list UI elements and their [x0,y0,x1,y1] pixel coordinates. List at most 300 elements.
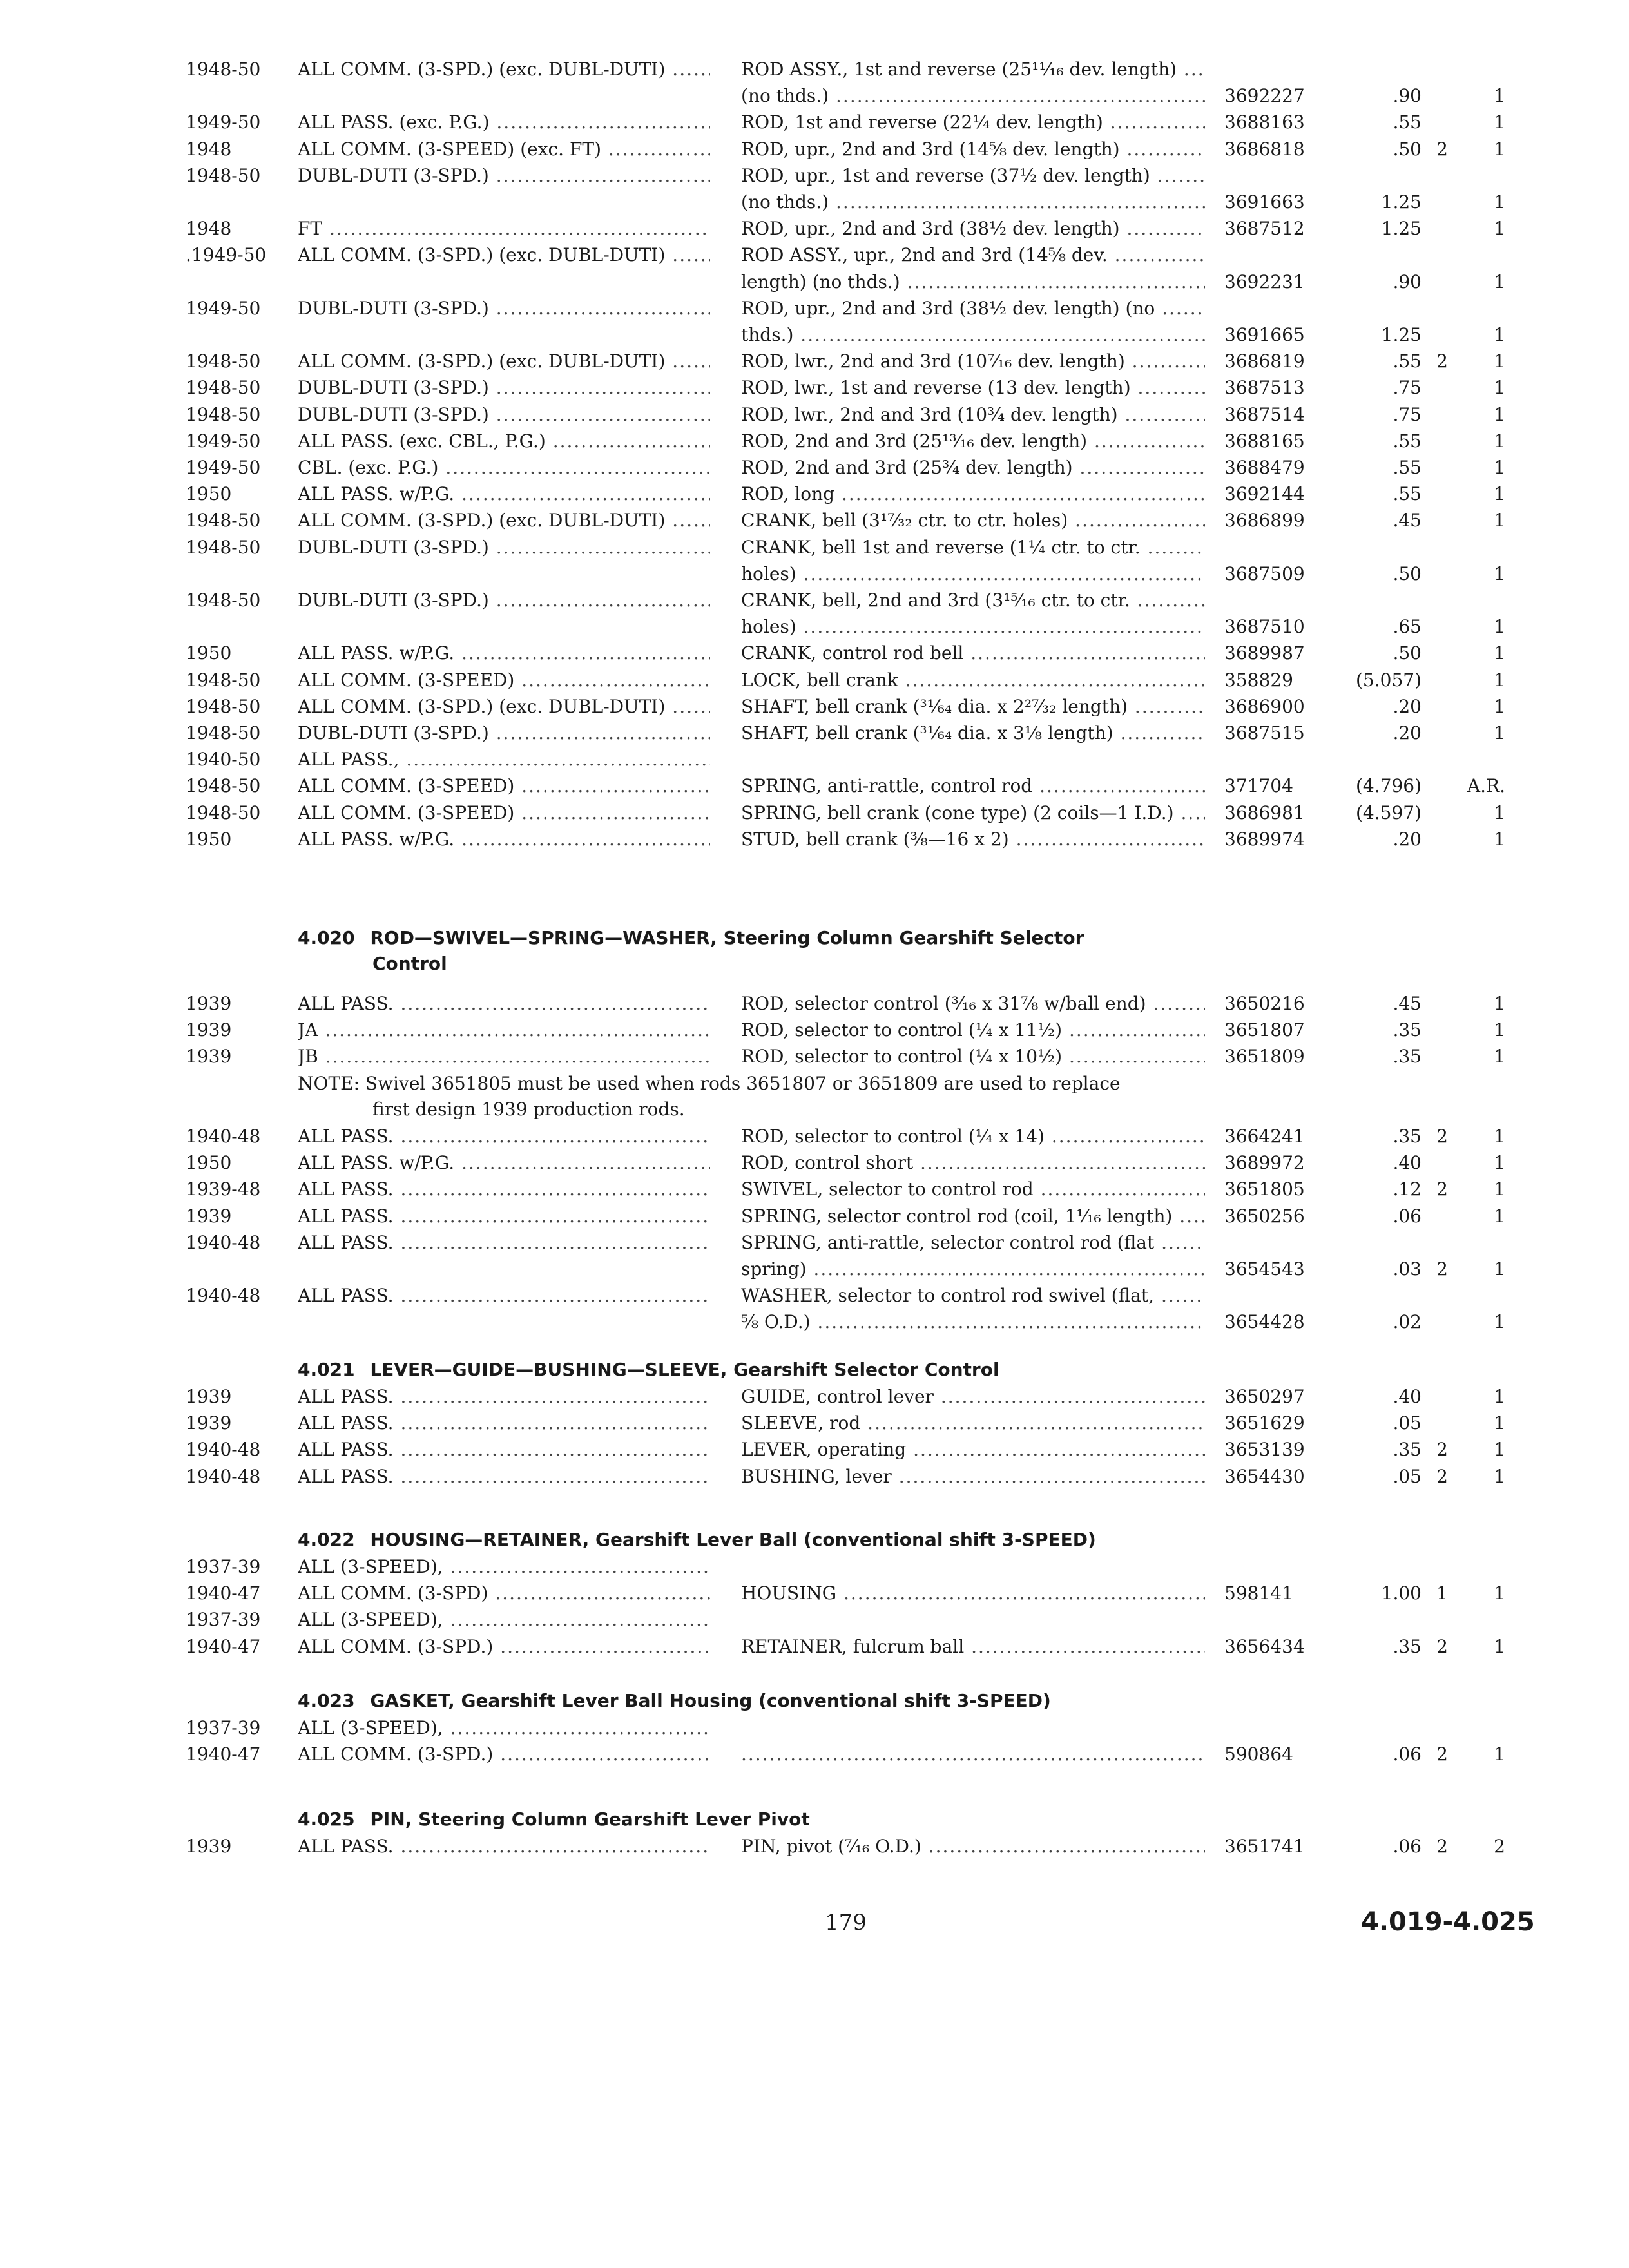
description-cell: SPRING, anti-rattle, control rod ..... [741,773,1205,799]
part-number-cell: 3664241 [1224,1126,1305,1147]
part-number-cell: 3687515 [1224,722,1305,744]
model-cell: DUBL-DUTI (3-SPD.) ..... [298,588,710,613]
model-cell: DUBL-DUTI (3-SPD.) ..... [298,535,710,561]
parts-row [0,1715,1629,1741]
price-cell: .03 [1393,1258,1422,1280]
year-cell: 1939 [186,993,232,1014]
price-cell: .20 [1393,695,1422,717]
section-heading-4020 [298,925,1213,951]
year-cell: 1940-47 [186,1582,261,1604]
parts-row [0,1256,1629,1282]
price-cell: .40 [1393,1386,1422,1407]
description-cell: SPRING, selector control rod (coil, 1¹⁄₁₆ length) ..... [741,1204,1205,1229]
price-cell: .35 [1393,1019,1422,1041]
price-cell: .35 [1393,1046,1422,1068]
price-cell: (5.057) [1355,669,1422,691]
quantity-per-car-cell: 1 [1494,642,1505,664]
section-title: HOUSING—RETAINER, Gearshift Lever Ball (conventional shift 3-SPEED) [370,1529,1096,1550]
quantity-per-car-cell: 1 [1494,1465,1505,1487]
parts-row [0,1044,1629,1070]
part-number-cell: 3687512 [1224,218,1305,240]
quantity-per-car-cell: 1 [1494,324,1505,345]
model-cell: JA ..... [298,1017,710,1043]
quantity-per-car-cell: 1 [1494,993,1505,1014]
price-cell: .35 [1393,1439,1422,1461]
description-cell: ROD, selector to control (¼ x 10½) ..... [741,1044,1205,1070]
model-cell: ALL COMM. (3-SPD.) (exc. DUBL-DUTI) ..... [298,694,710,720]
description-cell: LOCK, bell crank ..... [741,668,1205,693]
price-cell: .90 [1393,85,1422,107]
parts-row [0,189,1629,215]
quantity-per-car-cell: 2 [1494,1836,1505,1857]
model-cell: ALL COMM. (3-SPD.) (exc. DUBL-DUTI) ..... [298,349,710,374]
parts-row [0,1437,1629,1463]
model-cell: ALL COMM. (3-SPEED) (exc. FT) ..... [298,137,710,162]
quantity-per-car-cell: 1 [1494,510,1505,532]
part-number-cell: 3691665 [1224,324,1305,345]
section-heading-4025 [298,1807,1213,1832]
part-number-cell: 3688479 [1224,457,1305,478]
price-cell: .20 [1393,722,1422,744]
description-cell: CRANK, control rod bell ..... [741,640,1205,666]
section-title: ROD—SWIVEL—SPRING—WASHER, Steering Column Gearshift Selector [370,927,1084,948]
description-cell: WASHER, selector to control rod swivel (flat, ..... [741,1283,1205,1309]
price-cell: 1.00 [1381,1582,1422,1604]
model-cell: ALL PASS. (exc. CBL., P.G.) ..... [298,428,710,454]
year-cell: 1939 [186,1205,232,1227]
model-cell: ALL PASS., ..... [298,747,710,773]
price-cell: .55 [1393,430,1422,452]
year-cell: 1948-50 [186,775,261,797]
model-cell: ALL COMM. (3-SPD.) (exc. DUBL-DUTI) ..... [298,242,710,268]
parts-row [0,800,1629,826]
parts-row [0,747,1629,773]
description-cell: ROD, control short ..... [741,1150,1205,1176]
parts-row [0,455,1629,481]
year-cell: 1940-50 [186,749,261,771]
section-number: 4.020 [298,927,355,948]
section-title: GASKET, Gearshift Lever Ball Housing (conventional shift 3-SPEED) [370,1690,1051,1711]
price-cell: .40 [1393,1152,1422,1174]
description-cell: holes) ..... [741,614,1205,640]
description-cell: PIN, pivot (⁷⁄₁₆ O.D.) ..... [741,1834,1205,1860]
quantity-per-car-cell: 1 [1494,351,1505,372]
parts-row [0,481,1629,507]
quantity-per-car-cell: 1 [1494,1258,1505,1280]
part-number-cell: 3653139 [1224,1439,1305,1461]
model-cell: CBL. (exc. P.G.) ..... [298,455,710,481]
year-cell: 1940-47 [186,1744,261,1765]
year-cell: 1949-50 [186,430,261,452]
description-cell: (no thds.) ..... [741,189,1205,215]
description-cell: ROD, lwr., 2nd and 3rd (10⁷⁄₁₆ dev. length) ..... [741,349,1205,374]
part-number-cell: 3686899 [1224,510,1305,532]
quantity-per-car-cell: 1 [1494,430,1505,452]
parts-row [0,110,1629,135]
model-cell: JB ..... [298,1044,710,1070]
quantity-per-car-cell: 1 [1494,271,1505,293]
parts-row [0,588,1629,613]
quantity-cell: 2 [1436,351,1448,372]
part-number-cell: 3651807 [1224,1019,1305,1041]
part-number-cell: 3692231 [1224,271,1305,293]
parts-row [0,1124,1629,1149]
model-cell: ALL COMM. (3-SPEED) ..... [298,800,710,826]
part-number-cell: 3650256 [1224,1205,1305,1227]
description-cell: SPRING, bell crank (cone type) (2 coils—1 I.D.) ..... [741,800,1205,826]
price-cell: .55 [1393,483,1422,505]
part-number-cell: 3654430 [1224,1465,1305,1487]
model-cell: ALL PASS. w/P.G. ..... [298,481,710,507]
part-number-cell: 3689974 [1224,828,1305,850]
parts-row [0,561,1629,587]
parts-row [0,1204,1629,1229]
price-cell: (4.597) [1355,802,1422,823]
page-number: 179 [825,1910,867,1936]
price-cell: .45 [1393,510,1422,532]
description-cell: ⅝ O.D.) ..... [741,1309,1205,1335]
description-cell: CRANK, bell (3¹⁷⁄₃₂ ctr. to ctr. holes) ..... [741,508,1205,533]
section-title: LEVER—GUIDE—BUSHING—SLEEVE, Gearshift Selector Control [370,1359,999,1380]
parts-row [0,720,1629,746]
parts-row [0,1554,1629,1580]
section-title: PIN, Steering Column Gearshift Lever Pivot [370,1809,810,1830]
quantity-per-car-cell: 1 [1494,1744,1505,1765]
description-cell: STUD, bell crank (⅜—16 x 2) ..... [741,827,1205,852]
parts-row [0,1464,1629,1490]
parts-row [0,57,1629,82]
section-number: 4.023 [298,1690,355,1711]
description-cell: holes) ..... [741,561,1205,587]
year-cell: 1948-50 [186,669,261,691]
model-cell: ALL PASS. (exc. P.G.) ..... [298,110,710,135]
quantity-per-car-cell: 1 [1494,85,1505,107]
price-cell: 1.25 [1381,218,1422,240]
parts-row [0,216,1629,242]
description-cell: ROD, upr., 2nd and 3rd (38½ dev. length) ..... [741,216,1205,242]
model-cell: ALL COMM. (3-SPD.) (exc. DUBL-DUTI) ..... [298,508,710,533]
description-cell: ROD ASSY., upr., 2nd and 3rd (14⅝ dev. ..... [741,242,1205,268]
year-cell: 1948-50 [186,403,261,425]
quantity-per-car-cell: 1 [1494,1019,1505,1041]
year-cell: 1948-50 [186,164,261,186]
quantity-per-car-cell: 1 [1494,218,1505,240]
part-number-cell: 590864 [1224,1744,1293,1765]
note-line-1: NOTE: Swivel 3651805 must be used when rods 3651807 or 3651809 are used to replace [298,1073,1121,1094]
part-number-cell: 3651629 [1224,1412,1305,1434]
price-cell: .02 [1393,1311,1422,1333]
part-number-cell: 358829 [1224,669,1293,691]
description-cell: length) (no thds.) ..... [741,269,1205,295]
model-cell: FT ..... [298,216,710,242]
parts-row [0,1150,1629,1176]
price-cell: .45 [1393,993,1422,1014]
section-number: 4.022 [298,1529,355,1550]
parts-row [0,163,1629,189]
model-cell: DUBL-DUTI (3-SPD.) ..... [298,296,710,322]
price-cell: 1.25 [1381,324,1422,345]
year-cell: 1949-50 [186,297,261,319]
description-cell: CRANK, bell, 2nd and 3rd (3¹⁵⁄₁₆ ctr. to ctr. ..... [741,588,1205,613]
parts-row [0,1634,1629,1660]
year-cell: 1950 [186,483,232,505]
section-heading-4022 [298,1527,1213,1553]
description-cell: CRANK, bell 1st and reverse (1¼ ctr. to ctr. ..... [741,535,1205,561]
description-cell: GUIDE, control lever ..... [741,1384,1205,1410]
model-cell: ALL (3-SPEED), ..... [298,1715,710,1741]
model-cell: DUBL-DUTI (3-SPD.) ..... [298,163,710,189]
model-cell: ALL PASS. ..... [298,991,710,1017]
model-cell: ALL PASS. ..... [298,1124,710,1149]
model-cell: ALL PASS. w/P.G. ..... [298,640,710,666]
description-cell: HOUSING ..... [741,1581,1205,1606]
model-cell: ALL COMM. (3-SPEED) ..... [298,773,710,799]
part-number-cell: 3686900 [1224,695,1305,717]
description-cell: ROD, 2nd and 3rd (25¹³⁄₁₆ dev. length) ..... [741,428,1205,454]
description-cell: ROD, 1st and reverse (22¼ dev. length) ..... [741,110,1205,135]
year-cell: 1939 [186,1412,232,1434]
parts-row [0,508,1629,533]
year-cell: 1948-50 [186,351,261,372]
year-cell: 1940-48 [186,1285,261,1307]
description-cell: ROD, selector to control (¼ x 14) ..... [741,1124,1205,1149]
parts-row [0,535,1629,561]
quantity-per-car-cell: 1 [1494,1205,1505,1227]
quantity-per-car-cell: 1 [1494,722,1505,744]
part-number-cell: 3689987 [1224,642,1305,664]
description-cell: ROD, upr., 2nd and 3rd (38½ dev. length) (no ..... [741,296,1205,322]
part-number-cell: 371704 [1224,775,1293,797]
part-number-cell: 3650297 [1224,1386,1305,1407]
quantity-cell: 2 [1436,1635,1448,1657]
quantity-per-car-cell: 1 [1494,1439,1505,1461]
section-heading-4023 [298,1688,1213,1714]
parts-row [0,1581,1629,1606]
description-cell: SLEEVE, rod ..... [741,1410,1205,1436]
parts-row [0,1834,1629,1860]
parts-row [0,1384,1629,1410]
year-cell: 1948-50 [186,536,261,558]
quantity-per-car-cell: 1 [1494,828,1505,850]
year-cell: 1948-50 [186,802,261,823]
parts-row [0,694,1629,720]
price-cell: .05 [1393,1412,1422,1434]
quantity-per-car-cell: 1 [1494,1386,1505,1407]
price-cell: .75 [1393,377,1422,399]
year-cell: 1950 [186,828,232,850]
parts-row [0,349,1629,374]
price-cell: .75 [1393,403,1422,425]
part-number-cell: 3688163 [1224,111,1305,133]
year-cell: 1939 [186,1019,232,1041]
model-cell: ALL COMM. (3-SPD.) ..... [298,1742,710,1767]
description-cell: SWIVEL, selector to control rod ..... [741,1177,1205,1202]
description-cell: ROD, upr., 2nd and 3rd (14⅝ dev. length) ..... [741,137,1205,162]
year-cell: 1950 [186,642,232,664]
quantity-per-car-cell: 1 [1494,111,1505,133]
parts-row [0,83,1629,109]
model-cell: ALL PASS. ..... [298,1230,710,1256]
year-cell: 1950 [186,1152,232,1174]
part-number-cell: 3687510 [1224,616,1305,638]
parts-row [0,1230,1629,1256]
year-cell: 1939-48 [186,1178,261,1200]
price-cell: .50 [1393,562,1422,584]
description-cell: SPRING, anti-rattle, selector control rod (flat ..... [741,1230,1205,1256]
part-number-cell: 3691663 [1224,191,1305,213]
part-number-cell: 3656434 [1224,1635,1305,1657]
description-cell [741,1742,1205,1767]
description-cell: SHAFT, bell crank (³¹⁄₆₄ dia. x 3⅛ length) ..... [741,720,1205,746]
parts-row [0,428,1629,454]
quantity-cell: 2 [1436,1836,1448,1857]
model-cell: ALL (3-SPEED), ..... [298,1554,710,1580]
quantity-per-car-cell: 1 [1494,1582,1505,1604]
model-cell: ALL PASS. w/P.G. ..... [298,1150,710,1176]
part-number-cell: 3651741 [1224,1836,1305,1857]
parts-row [0,402,1629,428]
price-cell: .90 [1393,271,1422,293]
description-cell: spring) ..... [741,1256,1205,1282]
description-cell: ROD, selector to control (¼ x 11½) ..... [741,1017,1205,1043]
section-range: 4.019-4.025 [1361,1907,1535,1937]
quantity-per-car-cell: 1 [1494,669,1505,691]
year-cell: 1940-47 [186,1635,261,1657]
parts-row [0,322,1629,348]
quantity-per-car-cell: 1 [1494,138,1505,160]
year-cell: 1937-39 [186,1717,261,1738]
part-number-cell: 3687509 [1224,562,1305,584]
price-cell: .50 [1393,642,1422,664]
year-cell: 1940-48 [186,1231,261,1253]
part-number-cell: 3686818 [1224,138,1305,160]
parts-row [0,991,1629,1017]
model-cell: ALL PASS. ..... [298,1204,710,1229]
description-cell: ROD, upr., 1st and reverse (37½ dev. length) ..... [741,163,1205,189]
year-cell: 1948-50 [186,510,261,532]
parts-row [0,269,1629,295]
description-cell: (no thds.) ..... [741,83,1205,109]
year-cell: 1937-39 [186,1556,261,1577]
price-cell: .65 [1393,616,1422,638]
quantity-per-car-cell: 1 [1494,403,1505,425]
quantity-per-car-cell: 1 [1494,1126,1505,1147]
quantity-per-car-cell: 1 [1494,1412,1505,1434]
year-cell: 1939 [186,1836,232,1857]
price-cell: .06 [1393,1836,1422,1857]
quantity-per-car-cell: 1 [1494,1635,1505,1657]
year-cell: 1939 [186,1046,232,1068]
model-cell: ALL PASS. ..... [298,1283,710,1309]
parts-row [0,1309,1629,1335]
part-number-cell: 3689972 [1224,1152,1305,1174]
parts-row [0,668,1629,693]
model-cell: ALL PASS. ..... [298,1177,710,1202]
parts-row [0,1177,1629,1202]
part-number-cell: 3650216 [1224,993,1305,1014]
description-cell: SHAFT, bell crank (³¹⁄₆₄ dia. x 2²⁷⁄₃₂ length) ..... [741,694,1205,720]
quantity-cell: 2 [1436,1178,1448,1200]
part-number-cell: 3654543 [1224,1258,1305,1280]
price-cell: .35 [1393,1635,1422,1657]
description-cell: ROD, lwr., 1st and reverse (13 dev. length) ..... [741,375,1205,401]
model-cell: ALL COMM. (3-SPD) ..... [298,1581,710,1606]
parts-row [0,773,1629,799]
model-cell: DUBL-DUTI (3-SPD.) ..... [298,720,710,746]
section-number: 4.025 [298,1809,355,1830]
quantity-cell: 1 [1436,1582,1448,1604]
description-cell: ROD, long ..... [741,481,1205,507]
model-cell: ALL (3-SPEED), ..... [298,1607,710,1633]
quantity-cell: 2 [1436,1258,1448,1280]
quantity-per-car-cell: 1 [1494,616,1505,638]
quantity-cell: 2 [1436,1439,1448,1461]
part-number-cell: 3654428 [1224,1311,1305,1333]
quantity-per-car-cell: A.R. [1467,775,1505,797]
price-cell: .06 [1393,1205,1422,1227]
year-cell: 1948-50 [186,590,261,611]
price-cell: (4.796) [1355,775,1422,797]
quantity-per-car-cell: 1 [1494,802,1505,823]
parts-row [0,640,1629,666]
model-cell: DUBL-DUTI (3-SPD.) ..... [298,402,710,428]
quantity-per-car-cell: 1 [1494,562,1505,584]
parts-row [0,137,1629,162]
quantity-per-car-cell: 1 [1494,483,1505,505]
section-number: 4.021 [298,1359,355,1380]
quantity-per-car-cell: 1 [1494,695,1505,717]
year-cell: 1948-50 [186,722,261,744]
year-cell: 1949-50 [186,457,261,478]
description-cell: BUSHING, lever ..... [741,1464,1205,1490]
description-cell: ROD ASSY., 1st and reverse (25¹¹⁄₁₆ dev. length) ..... [741,57,1205,82]
part-number-cell: 3688165 [1224,430,1305,452]
year-cell: 1948-50 [186,695,261,717]
quantity-per-car-cell: 1 [1494,1046,1505,1068]
model-cell: ALL COMM. (3-SPD.) ..... [298,1634,710,1660]
description-cell: ROD, lwr., 2nd and 3rd (10¾ dev. length) ..... [741,402,1205,428]
price-cell: .50 [1393,138,1422,160]
parts-row [0,1607,1629,1633]
quantity-per-car-cell: 1 [1494,377,1505,399]
year-cell: 1937-39 [186,1609,261,1631]
quantity-cell: 2 [1436,138,1448,160]
model-cell: ALL PASS. ..... [298,1384,710,1410]
parts-row [0,1742,1629,1767]
price-cell: .35 [1393,1126,1422,1147]
price-cell: .55 [1393,457,1422,478]
description-cell: ROD, selector control (³⁄₁₆ x 31⅞ w/ball end) ..... [741,991,1205,1017]
quantity-per-car-cell: 1 [1494,1152,1505,1174]
price-cell: 1.25 [1381,191,1422,213]
parts-row [0,1017,1629,1043]
note-line-2: first design 1939 production rods. [372,1099,685,1120]
description-cell: ROD, 2nd and 3rd (25¾ dev. length) ..... [741,455,1205,481]
year-cell: 1939 [186,1386,232,1407]
part-number-cell: 598141 [1224,1582,1293,1604]
model-cell: ALL PASS. ..... [298,1464,710,1490]
parts-row [0,242,1629,268]
year-cell: 1940-48 [186,1439,261,1461]
price-cell: .20 [1393,828,1422,850]
part-number-cell: 3686819 [1224,351,1305,372]
model-cell: ALL PASS. ..... [298,1437,710,1463]
part-number-cell: 3687513 [1224,377,1305,399]
model-cell: ALL PASS. ..... [298,1834,710,1860]
part-number-cell: 3651805 [1224,1178,1305,1200]
section-heading-4020-cont [372,951,1287,977]
quantity-per-car-cell: 1 [1494,1178,1505,1200]
